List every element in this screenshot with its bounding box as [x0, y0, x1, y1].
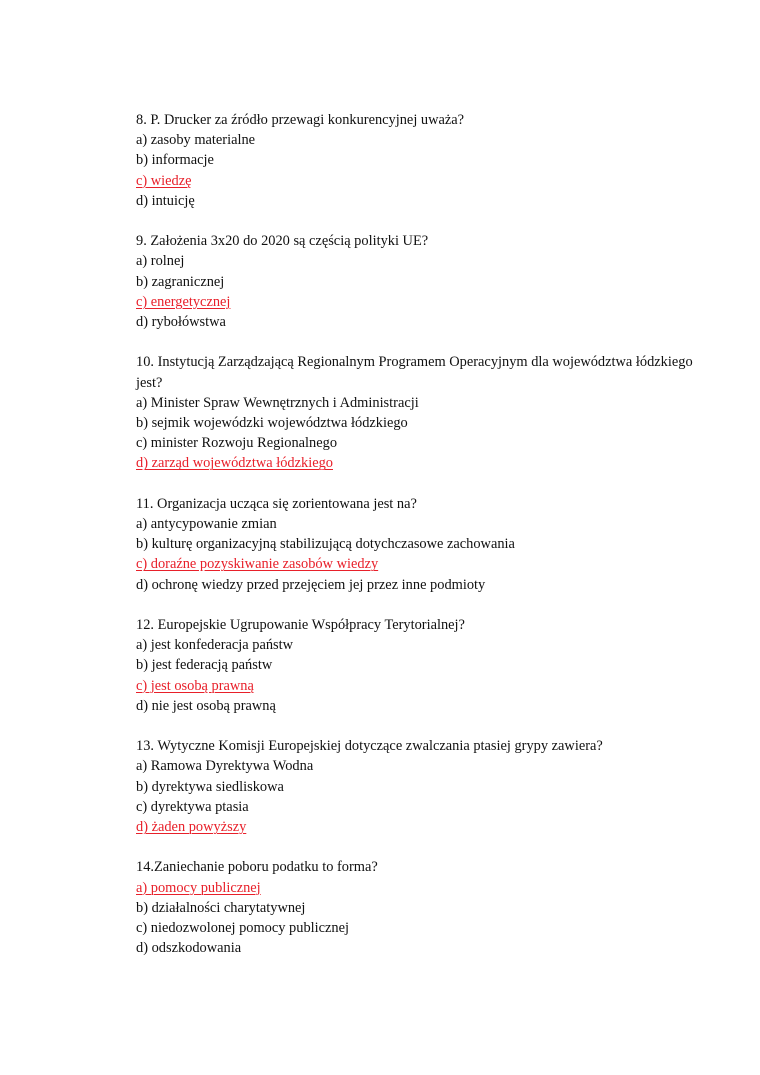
answer-option: c) minister Rozwoju Regionalnego [136, 435, 338, 452]
question-10 [136, 352, 696, 473]
answer-option: d) odszkodowania [136, 940, 242, 957]
answer-option: a) zasoby materialne [136, 132, 256, 149]
document-page [136, 110, 696, 979]
correct-answer-option: d) zarząd województwa łódzkiego [136, 455, 333, 472]
correct-answer-option: c) wiedzę [136, 172, 192, 189]
answer-option: b) informacje [136, 152, 214, 169]
question-text: 9. Założenia 3x20 do 2020 są częścią polityki UE? [136, 233, 429, 250]
answer-option: b) sejmik wojewódzki województwa łódzkiego [136, 415, 408, 432]
answer-option: d) intuicję [136, 192, 195, 209]
answer-option: b) dyrektywa siedliskowa [136, 778, 284, 795]
question-text: 11. Organizacja ucząca się zorientowana jest na? [136, 495, 417, 512]
question-11 [136, 494, 696, 595]
answer-option: a) antycypowanie zmian [136, 516, 277, 533]
question-text: 10. Instytucją Zarządzającą Regionalnym Programem Operacyjnym dla województwa łódzkiego jest? [136, 354, 693, 391]
answer-option: b) zagranicznej [136, 273, 225, 290]
answer-option: b) kulturę organizacyjną stabilizującą dotychczasowe zachowania [136, 536, 515, 553]
answer-option: b) jest federacją państw [136, 657, 273, 674]
question-text: 8. P. Drucker za źródło przewagi konkurencyjnej uważa? [136, 112, 465, 128]
question-14 [136, 857, 696, 958]
answer-option: a) Ramowa Dyrektywa Wodna [136, 758, 314, 775]
answer-option: c) dyrektywa ptasia [136, 798, 249, 815]
answer-option: d) nie jest osobą prawną [136, 697, 276, 714]
answer-option: a) Minister Spraw Wewnętrznych i Administracji [136, 394, 419, 411]
question-text: 13. Wytyczne Komisji Europejskiej dotyczące zwalczania ptasiej grypy zawiera? [136, 738, 603, 755]
answer-option: a) rolnej [136, 253, 185, 270]
correct-answer-option: c) energetycznej [136, 293, 231, 310]
correct-answer-option: d) żaden powyższy [136, 819, 247, 836]
correct-answer-option: a) pomocy publicznej [136, 879, 261, 896]
question-8 [136, 110, 696, 211]
question-12 [136, 615, 696, 716]
correct-answer-option: c) jest osobą prawną [136, 677, 254, 694]
answer-option: a) jest konfederacja państw [136, 637, 294, 654]
answer-option: d) rybołówstwa [136, 314, 226, 331]
answer-option: c) niedozwolonej pomocy publicznej [136, 920, 349, 937]
question-text: 14.Zaniechanie poboru podatku to forma? [136, 859, 378, 876]
correct-answer-option: c) doraźne pozyskiwanie zasobów wiedzy [136, 556, 379, 573]
question-9 [136, 231, 696, 332]
question-13 [136, 736, 696, 837]
question-text: 12. Europejskie Ugrupowanie Współpracy Terytorialnej? [136, 617, 465, 634]
answer-option: d) ochronę wiedzy przed przejęciem jej przez inne podmioty [136, 576, 486, 593]
answer-option: b) działalności charytatywnej [136, 899, 306, 916]
